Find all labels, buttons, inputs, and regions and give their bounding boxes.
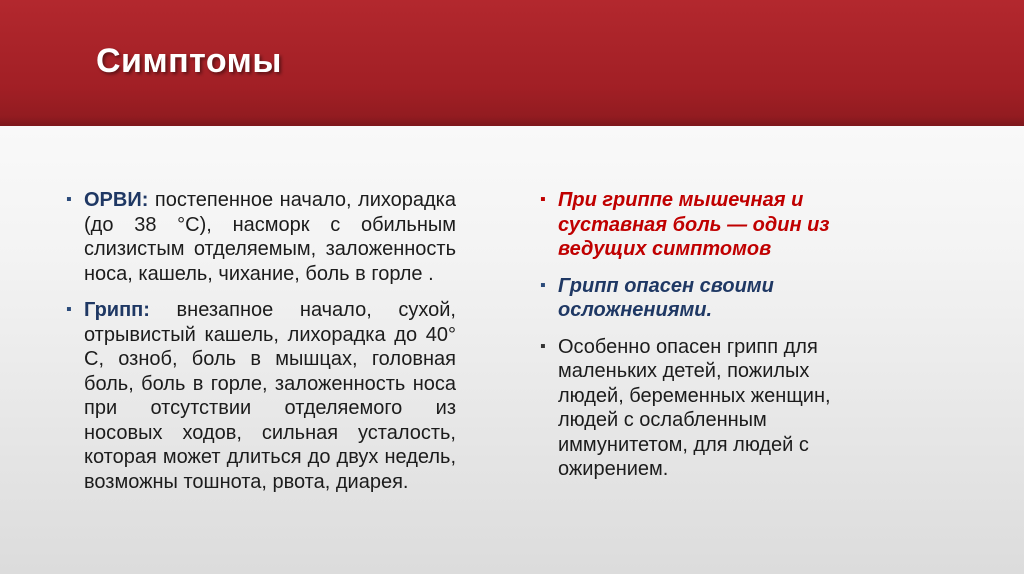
bullet-icon: ▪ bbox=[540, 337, 546, 355]
title-bar bbox=[0, 0, 1024, 126]
item-text: Особенно опасен грипп для маленьких детей, пожилых людей, беременных женщин, людей с ослабленным иммунитетом, для людей с ожирением. bbox=[558, 335, 831, 480]
list-item-complications bbox=[538, 274, 878, 323]
list-item-risk-groups bbox=[538, 335, 878, 482]
item-label: Грипп: bbox=[84, 299, 150, 321]
bullet-icon: ▪ bbox=[66, 191, 72, 208]
item-text: Грипп опасен своими осложнениями. bbox=[558, 274, 774, 321]
slide-title: Симптомы bbox=[96, 42, 282, 80]
list-item-orvi bbox=[64, 188, 456, 286]
left-column bbox=[64, 188, 456, 506]
item-text: При гриппе мышечная и суставная боль — один из ведущих симптомов bbox=[558, 189, 830, 260]
list-item-muscle-pain bbox=[538, 188, 878, 262]
bullet-icon: ▪ bbox=[540, 276, 546, 294]
right-column bbox=[538, 188, 878, 494]
item-text: внезапное начало, сухой, отрывистый кашель, лихорадка до 40° С, озноб, боль в мышцах, головная боль, боль в горле, заложенность носа при отсутствии отделяемого из носовых ходов, сильная усталость, которая может длиться до двух недель, возможны тошнота, рвота, диарея. bbox=[84, 299, 456, 493]
bullet-icon: ▪ bbox=[540, 191, 546, 208]
item-text: постепенное начало, лихорадка (до 38 °С), насморк с обильным слизистым отделяемым, заложенность носа, кашель, чихание, боль в горле . bbox=[84, 189, 456, 285]
list-item-flu bbox=[64, 298, 456, 494]
bullet-icon: ▪ bbox=[66, 301, 72, 318]
item-label: ОРВИ: bbox=[84, 189, 149, 211]
